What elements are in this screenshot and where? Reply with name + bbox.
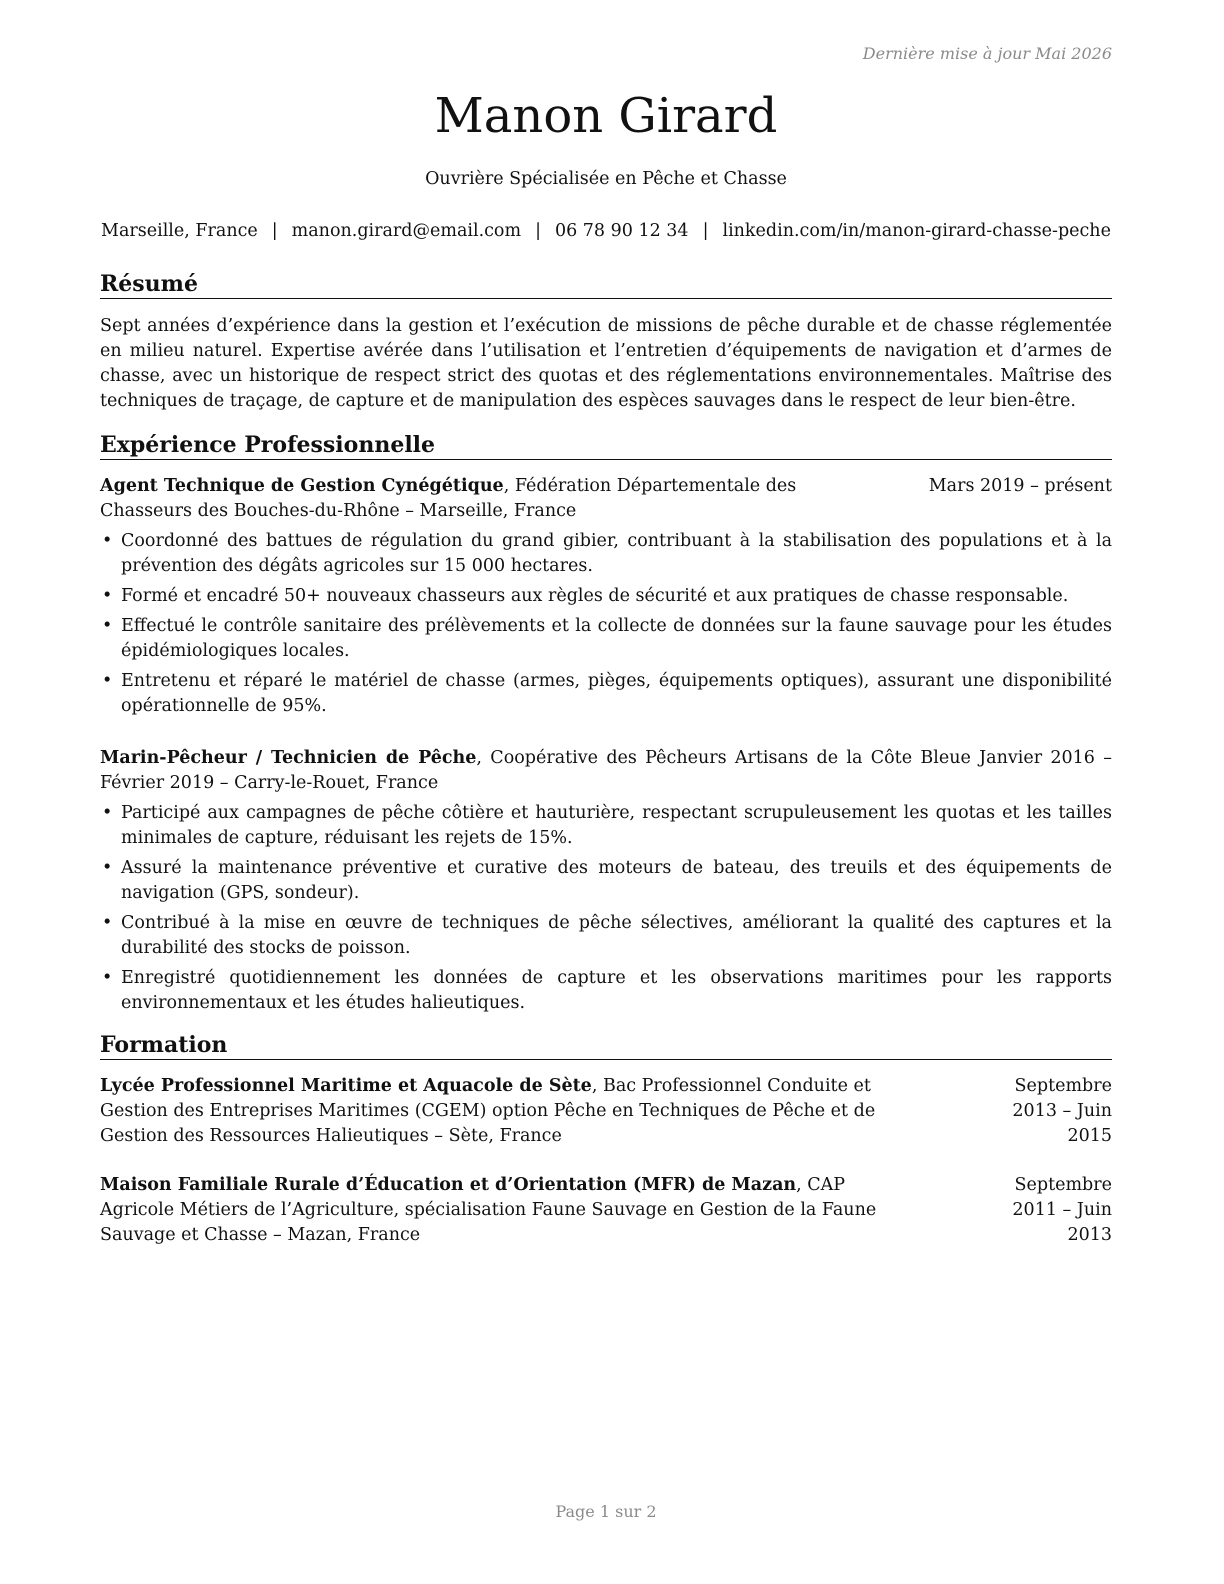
job-title: Ouvrière Spécialisée en Pêche et Chasse — [425, 169, 787, 189]
summary-heading: Résumé — [100, 270, 1112, 299]
bullet-item: • Effectué le contrôle sanitaire des prélèvements et la collecte de données sur la faune sauvage pour les études épidémiologiques locales. — [100, 614, 1112, 664]
education-entry-title — [100, 1173, 880, 1248]
contact-separator: | — [535, 221, 541, 241]
experience-role: Marin-Pêcheur / Technicien de Pêche — [100, 748, 477, 768]
bullet-item: • Contribué à la mise en œuvre de techniques de pêche sélectives, améliorant la qualité des captures et la durabilité des stocks de poisson. — [100, 911, 1112, 961]
resume-page — [100, 0, 1112, 1584]
education-detail: , Bac Professionnel Conduite et Gestion des Entreprises Maritimes (CGEM) option Pêche en Techniques de Pêche et de Gestion des Ressources Halieutiques – Sète, France — [100, 1076, 876, 1146]
education-entry — [100, 1173, 1112, 1248]
experience-entry-header — [100, 474, 1112, 524]
page-number: Page 1 sur 2 — [555, 1502, 657, 1521]
bullet-item: • Enregistré quotidiennement les données de capture et les observations maritimes pour les rapports environnementaux et les études halieutiques. — [100, 966, 1112, 1016]
education-dates: Septembre 2013 – Juin 2015 — [1012, 1076, 1112, 1146]
contact-email[interactable]: manon.girard@email.com — [291, 221, 522, 241]
bullet-item: • Participé aux campagnes de pêche côtière et hauturière, respectant scrupuleusement les quotas et les tailles minimales de capture, réduisant les rejets de 15%. — [100, 801, 1112, 851]
experience-entry-title — [100, 746, 1112, 796]
education-school: Lycée Professionnel Maritime et Aquacole de Sète — [100, 1076, 592, 1096]
contact-separator: | — [271, 221, 278, 241]
contact-location: Marseille, France — [101, 221, 258, 241]
education-detail: , CAP Agricole Métiers de l’Agriculture, spécialisation Faune Sauvage en Gestion de la Faune Sauvage et Chasse – Mazan, France — [100, 1175, 877, 1245]
experience-dates: Mars 2019 – présent — [928, 476, 1112, 496]
education-entry-title — [100, 1074, 880, 1149]
experience-org: , Fédération Départementale des Chasseurs des Bouches-du-Rhône – Marseille, France — [100, 476, 797, 521]
contact-line — [100, 219, 1112, 243]
bullet-item: • Coordonné des battues de régulation du grand gibier, contribuant à la stabilisation des populations et à la prévention des dégâts agricoles sur 15 000 hectares. — [100, 529, 1112, 579]
candidate-name: Manon Girard — [434, 88, 778, 144]
education-dates: Septembre 2011 – Juin 2013 — [1012, 1175, 1112, 1245]
contact-separator: | — [702, 221, 709, 241]
bullet-item: • Assuré la maintenance préventive et curative des moteurs de bateau, des treuils et des équipements de navigation (GPS, sondeur). — [100, 856, 1112, 906]
contact-linkedin[interactable]: linkedin.com/in/manon-girard-chasse-peche — [722, 221, 1111, 241]
education-entry — [100, 1074, 1112, 1149]
contact-phone: 06 78 90 12 34 — [554, 221, 689, 241]
experience-heading: Expérience Professionnelle — [100, 431, 1112, 460]
experience-bullets — [100, 529, 1112, 724]
education-heading: Formation — [100, 1031, 1112, 1060]
education-school: Maison Familiale Rurale d’Éducation et d’Orientation (MFR) de Mazan — [100, 1175, 797, 1195]
bullet-item: • Entretenu et réparé le matériel de chasse (armes, pièges, équipements optiques), assurant une disponibilité opérationnelle de 95%. — [100, 669, 1112, 719]
summary-text: Sept années d’expérience dans la gestion et l’exécution de missions de pêche durable et de chasse réglementée en milieu naturel. Expertise avérée dans l’utilisation et l’entretien d’équipements de navigation et d’armes de chasse, avec un historique de respect strict des quotas et des réglementations environnementales. Maîtrise des techniques de traçage, de capture et de manipulation des espèces sauvages dans le respect de leur bien-être. — [100, 316, 1112, 411]
last-updated: Dernière mise à jour Mai 2026 — [862, 44, 1112, 63]
bullet-item: • Formé et encadré 50+ nouveaux chasseurs aux règles de sécurité et aux pratiques de chasse responsable. — [100, 584, 1112, 609]
experience-bullets — [100, 801, 1112, 1021]
experience-entry-header — [100, 746, 1112, 796]
experience-role: Agent Technique de Gestion Cynégétique — [100, 476, 504, 496]
experience-entry-title — [100, 474, 880, 524]
experience-org: , Coopérative des Pêcheurs Artisans de la Côte Bleue Janvier 2016 – Février 2019 – Carry-le-Rouet, France — [100, 748, 1113, 793]
